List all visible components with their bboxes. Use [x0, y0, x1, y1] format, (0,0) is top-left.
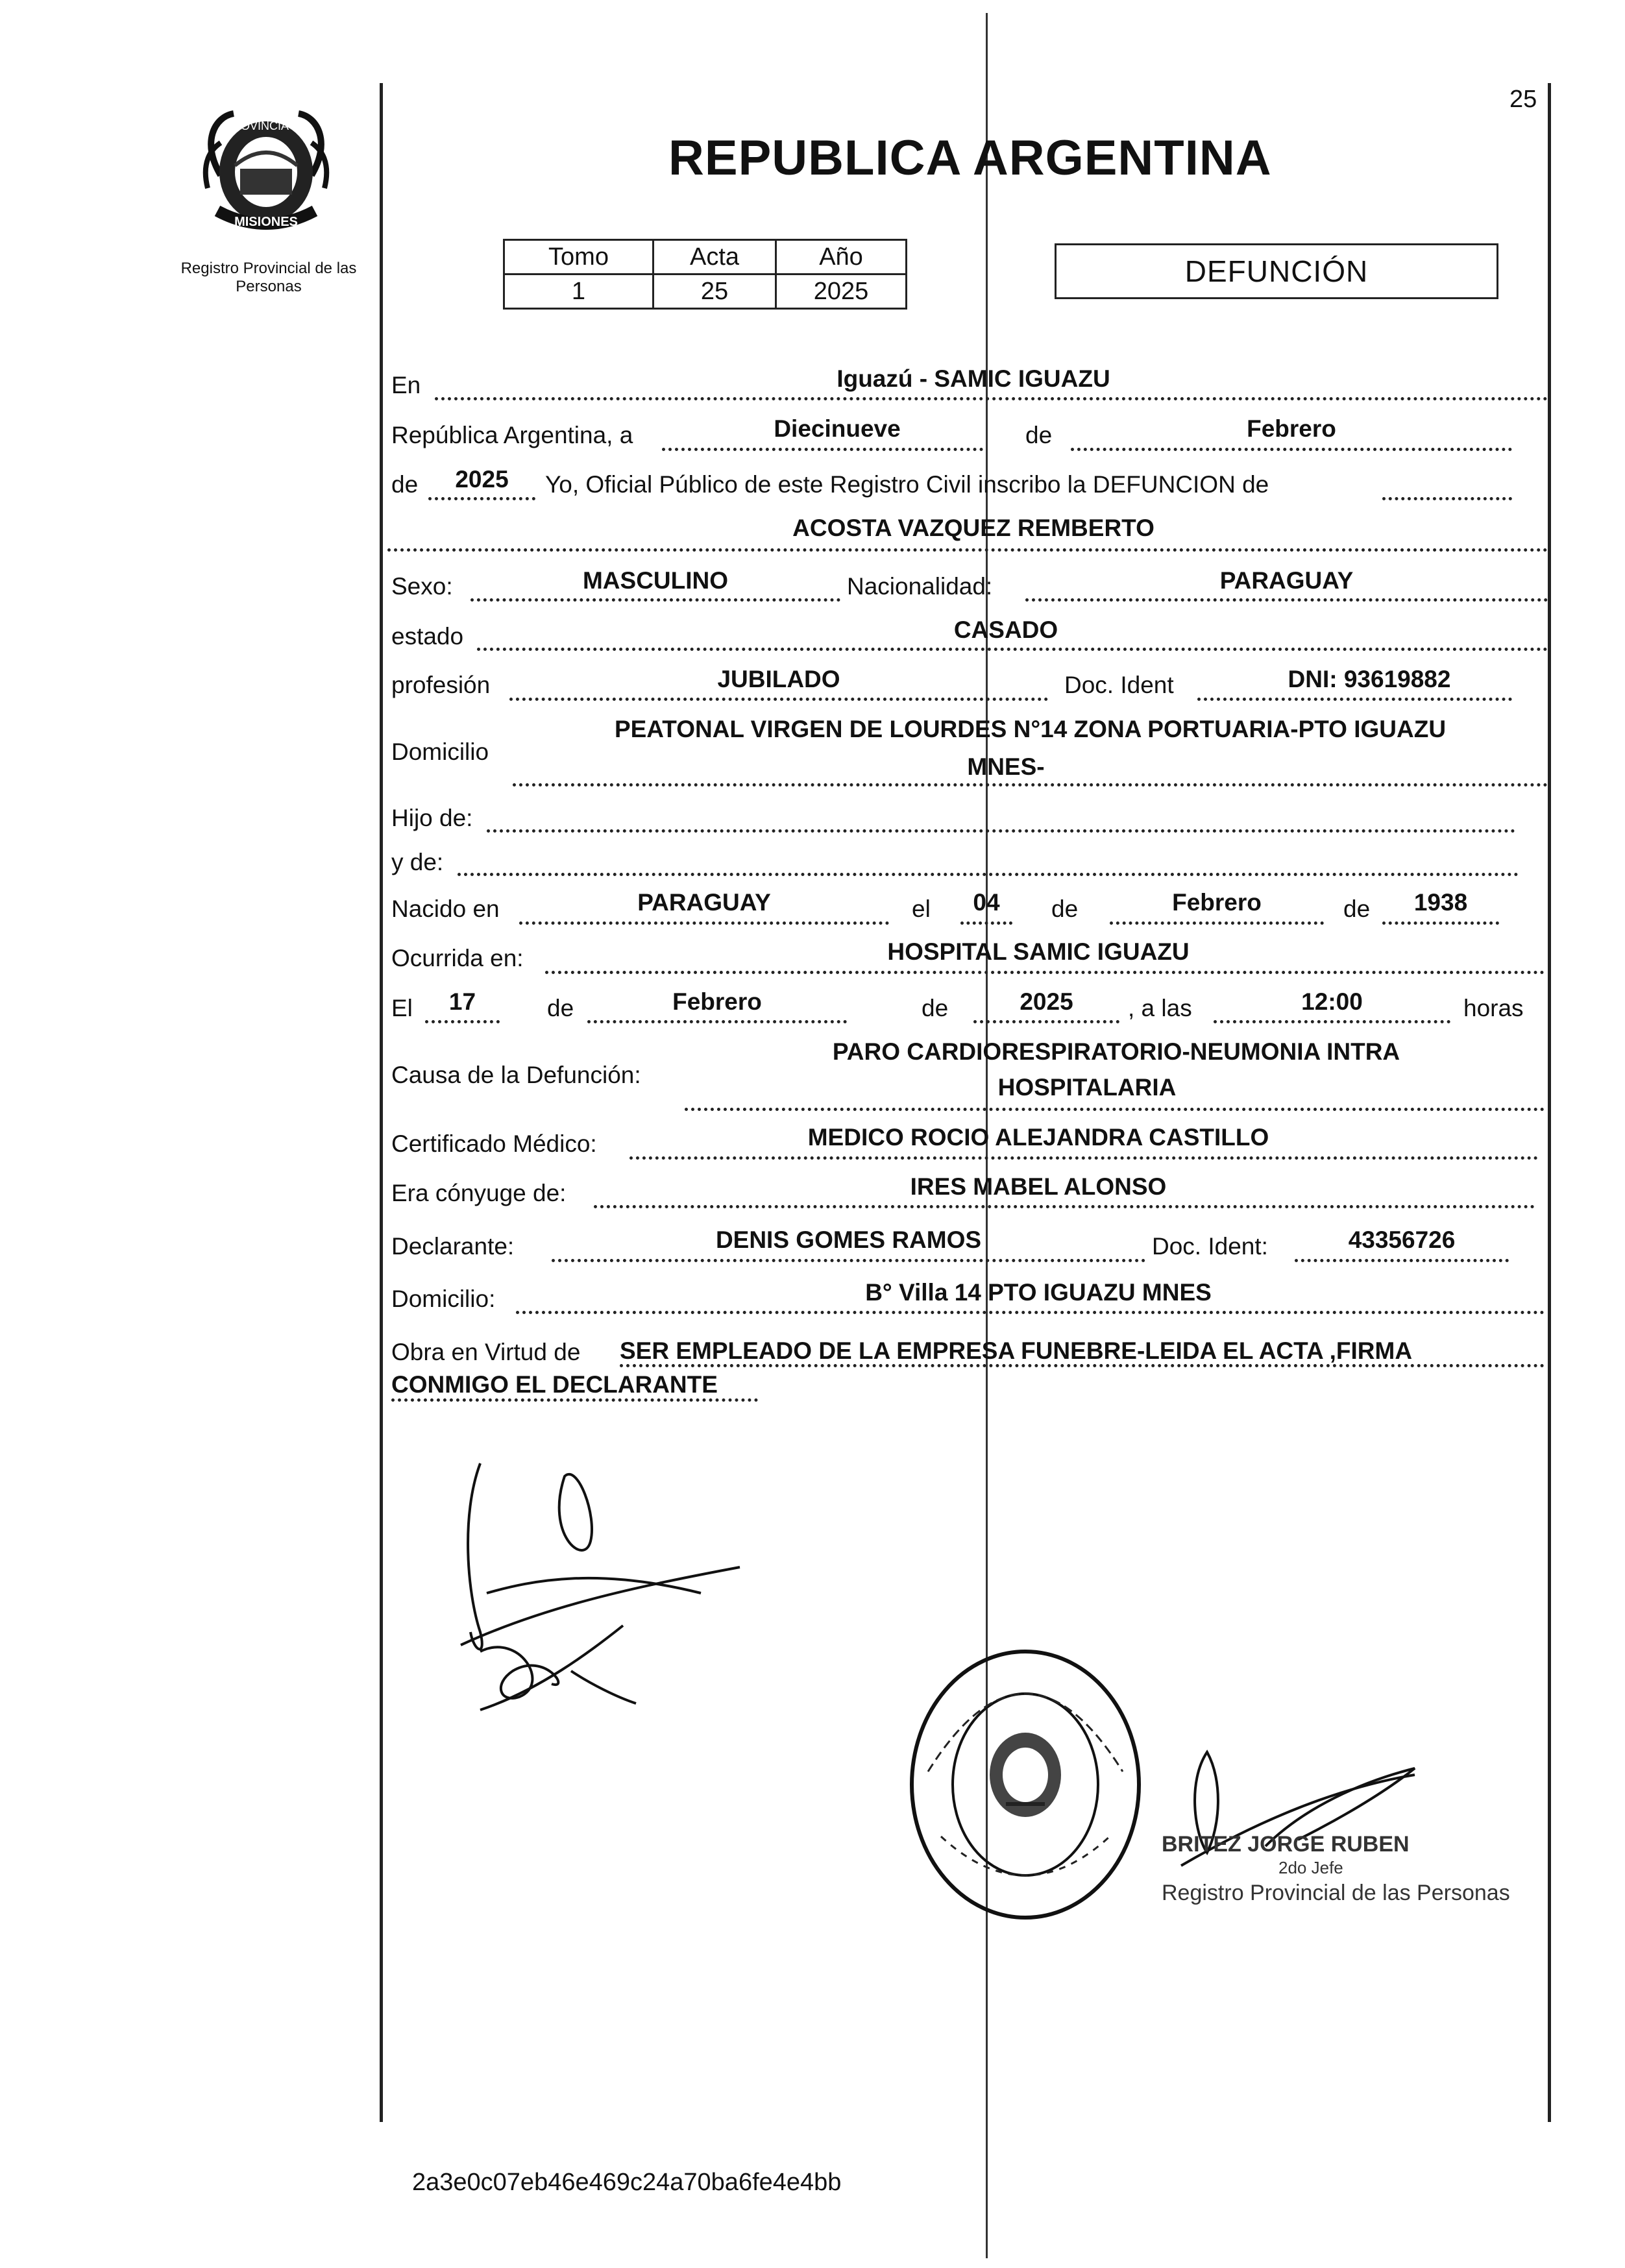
decl-doc-label: Doc. Ident:: [1152, 1233, 1268, 1260]
yde-label: y de:: [391, 849, 444, 875]
alas-label: , a las: [1128, 995, 1192, 1021]
tomo-header: Tomo: [504, 240, 654, 274]
de-label-6: de: [922, 995, 949, 1021]
birth-month: Febrero: [1172, 889, 1262, 916]
ocurrida-value: HOSPITAL SAMIC IGUAZU: [887, 938, 1190, 965]
en-label: En: [391, 372, 421, 398]
domicilio-dots: [513, 783, 1548, 786]
misiones-logo: [195, 104, 337, 240]
estado-label: estado: [391, 623, 464, 650]
causa-label: Causa de la Defunción:: [391, 1062, 641, 1088]
declarante-value: DENIS GOMES RAMOS: [715, 1226, 982, 1253]
causa-dots: [685, 1108, 1545, 1111]
de-label-2: de: [391, 471, 419, 498]
obra-line2: CONMIGO EL DECLARANTE: [391, 1371, 718, 1398]
hijo-label: Hijo de:: [391, 805, 473, 831]
registry-table: [503, 239, 907, 310]
domicilio-label: Domicilio: [391, 738, 489, 765]
page-number: 25: [1509, 86, 1537, 113]
de-label-3: de: [1051, 896, 1079, 922]
officer-name: BRITEZ JORGE RUBEN: [1162, 1832, 1410, 1857]
ocurrida-label: Ocurrida en:: [391, 945, 524, 971]
yde-dots: [458, 873, 1519, 876]
yo-end-dots: [1382, 497, 1512, 500]
profesion-label: profesión: [391, 672, 491, 698]
birth-year-dots: [1382, 921, 1499, 925]
decl-domicilio-dots: [516, 1311, 1545, 1314]
decl-doc-dots: [1295, 1259, 1509, 1262]
domicilio-line2: MNES-: [967, 753, 1045, 780]
de-label-1: de: [1025, 422, 1053, 448]
page-title: REPUBLICA ARGENTINA: [668, 130, 1272, 186]
el-label-1: el: [912, 896, 931, 922]
nacionalidad-value: PARAGUAY: [1219, 567, 1354, 594]
yo-text: Yo, Oficial Público de este Registro Civil inscribo la DEFUNCION de: [545, 471, 1269, 498]
certificado-value: MEDICO ROCIO ALEJANDRA CASTILLO: [807, 1124, 1269, 1151]
death-day: 17: [448, 988, 476, 1015]
en-value: Iguazú - SAMIC IGUAZU: [837, 365, 1110, 392]
sexo-value: MASCULINO: [582, 567, 729, 594]
death-day-dots: [425, 1020, 500, 1023]
doc-ident-dots: [1197, 698, 1512, 701]
birth-day-dots: [960, 921, 1012, 925]
hijo-dots: [487, 829, 1515, 833]
nacionalidad-dots: [1025, 598, 1548, 602]
death-year-dots: [973, 1020, 1119, 1023]
anio-header: Año: [776, 240, 907, 274]
estado-value: CASADO: [953, 616, 1058, 643]
birth-month-dots: [1110, 921, 1324, 925]
doc-ident-value: DNI: 93619882: [1288, 666, 1451, 692]
ocurrida-dots: [545, 971, 1545, 974]
month-value: Febrero: [1247, 415, 1336, 442]
deceased-name: ACOSTA VAZQUEZ REMBERTO: [792, 515, 1155, 541]
profesion-dots: [509, 698, 1048, 701]
logo-caption: Registro Provincial de las Personas: [180, 260, 357, 295]
causa-line2: HOSPITALARIA: [997, 1074, 1177, 1101]
nacido-value: PARAGUAY: [637, 889, 771, 916]
birth-day: 04: [973, 889, 1000, 916]
acta-value: 25: [654, 274, 776, 309]
official-stamp: [902, 1642, 1149, 1927]
profesion-value: JUBILADO: [717, 666, 840, 692]
day-word: Diecinueve: [774, 415, 901, 442]
death-month-dots: [587, 1020, 847, 1023]
birth-year: 1938: [1413, 889, 1468, 916]
document-hash: 2a3e0c07eb46e469c24a70ba6fe4e4bb: [412, 2169, 842, 2196]
decl-domicilio-label: Domicilio:: [391, 1286, 496, 1312]
conyuge-label: Era cónyuge de:: [391, 1180, 567, 1206]
horas-label: horas: [1463, 995, 1524, 1021]
obra-label: Obra en Virtud de: [391, 1339, 581, 1365]
anio-value: 2025: [776, 274, 907, 309]
el-label-2: El: [391, 995, 413, 1021]
death-time-dots: [1214, 1020, 1450, 1023]
declarant-signature: [441, 1437, 746, 1723]
death-year: 2025: [1020, 988, 1073, 1015]
certificado-dots: [629, 1156, 1538, 1160]
year-value: 2025: [455, 466, 509, 493]
logo-text-bottom: MISIONES: [234, 215, 298, 229]
death-time: 12:00: [1301, 988, 1363, 1015]
domicilio-line1: PEATONAL VIRGEN DE LOURDES N°14 ZONA PORTUARIA-PTO IGUAZU: [614, 716, 1447, 742]
sexo-label: Sexo:: [391, 573, 453, 600]
name-dots: [387, 548, 1548, 552]
officer-org: Registro Provincial de las Personas: [1162, 1881, 1510, 1905]
conyuge-dots: [594, 1205, 1535, 1208]
en-dots: [435, 397, 1548, 400]
officer-role: 2do Jefe: [1278, 1858, 1343, 1877]
right-border-line: [1548, 83, 1551, 2122]
republica-label: República Argentina, a: [391, 422, 633, 448]
month-dots: [1071, 448, 1512, 451]
year-dots: [428, 497, 535, 500]
tomo-value: 1: [504, 274, 654, 309]
obra-dots-1: [620, 1364, 1545, 1367]
sexo-dots: [470, 598, 840, 602]
doc-ident-label: Doc. Ident: [1064, 672, 1174, 698]
certificado-label: Certificado Médico:: [391, 1130, 597, 1157]
decl-doc-value: 43356726: [1348, 1226, 1456, 1253]
decl-domicilio-value: B° Villa 14 PTO IGUAZU MNES: [865, 1279, 1212, 1306]
nacido-dots: [519, 921, 889, 925]
obra-line1: SER EMPLEADO DE LA EMPRESA FUNEBRE-LEIDA EL ACTA ,FIRMA: [620, 1337, 1413, 1364]
obra-dots-2: [391, 1398, 758, 1402]
declarante-dots: [552, 1259, 1145, 1262]
day-dots: [662, 448, 983, 451]
nacionalidad-label: Nacionalidad:: [847, 573, 993, 600]
nacido-label: Nacido en: [391, 896, 500, 922]
estado-dots: [477, 648, 1548, 651]
death-month: Febrero: [672, 988, 762, 1015]
de-label-5: de: [547, 995, 574, 1021]
conyuge-value: IRES MABEL ALONSO: [910, 1173, 1167, 1200]
de-label-4: de: [1343, 896, 1371, 922]
left-border-line: [380, 83, 383, 2122]
declarante-label: Declarante:: [391, 1233, 515, 1260]
causa-line1: PARO CARDIORESPIRATORIO-NEUMONIA INTRA: [832, 1038, 1400, 1065]
acta-header: Acta: [654, 240, 776, 274]
document-type-box: DEFUNCIÓN: [1055, 243, 1498, 299]
logo-text-top: PROVINCIA DE: [224, 119, 308, 132]
